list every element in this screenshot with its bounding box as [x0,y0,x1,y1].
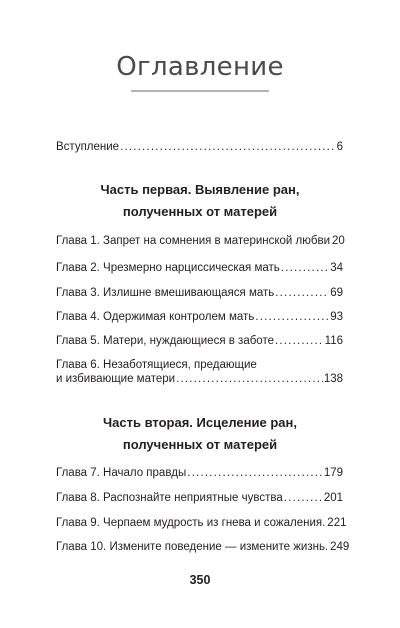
part-heading-line: Часть первая. Выявление ран, [100,182,300,197]
dot-leader [187,466,323,481]
part-heading-line: полученных от матерей [122,437,278,452]
toc-entry-page: 221 [327,517,347,529]
toc-entry-label: Глава 1. Запрет на сомнения в материнской любви [56,235,330,247]
toc-entry-label: Глава 7. Начало правды [56,467,187,479]
part-heading-line: полученных от матерей [122,204,278,219]
dot-leader [255,310,329,325]
toc-entry-page: 201 [323,492,343,504]
toc-entry-chapter-6-first-line[interactable]: Глава 6. Незаботящиеся, предающие [56,359,257,371]
toc-entry-label: и избивающие матери [56,373,176,385]
toc-entry-label: Глава 9. Черпаем мудрость из гнева и сожаления. [56,517,326,529]
toc-entry-page: 69 [330,287,343,299]
toc-entry-page: 34 [330,262,343,274]
toc-entry-chapter-8[interactable] [56,491,343,506]
page-title: Оглавление [116,52,284,82]
toc-entry-page: 179 [323,467,343,479]
toc-entry-intro[interactable] [56,140,343,155]
toc-entry-chapter-1[interactable] [56,234,343,249]
dot-leader [275,334,324,349]
toc-entry-chapter-6[interactable] [56,372,343,387]
part-heading [0,412,400,456]
toc-entry-chapter-5[interactable] [56,334,343,349]
toc-entry-label: Глава 10. Измените поведение — измените жизнь. [56,541,329,553]
toc-entry-page: 249 [330,541,350,553]
part-heading-line: Часть вторая. Исцеление ран, [103,415,297,430]
toc-entry-chapter-2[interactable] [56,261,343,276]
toc-entry-page: 93 [330,311,343,323]
toc-entry-page: 138 [323,373,343,385]
toc-entry-chapter-3[interactable] [56,286,343,301]
toc-entry-page: 6 [336,141,343,153]
toc-entry-page: 116 [324,335,343,347]
toc-entry-label: Глава 5. Матери, нуждающиеся в заботе [56,335,274,347]
toc-entry-chapter-4[interactable] [56,310,343,325]
toc-entry-label: Вступление [56,141,120,153]
dot-leader [120,140,336,155]
toc-entry-chapter-9[interactable] [56,516,347,531]
dot-leader [176,372,323,387]
dot-leader [284,491,323,506]
dot-leader [275,286,329,301]
page-number: 350 [189,573,211,587]
toc-entry-label: Глава 2. Чрезмерно нарциссическая мать [56,262,280,274]
dot-leader [281,261,329,276]
toc-entry-chapter-7[interactable] [56,466,343,481]
toc-entry-chapter-10[interactable] [56,540,350,555]
toc-entry-label: Глава 3. Излишне вмешивающаяся мать [56,287,275,299]
toc-entry-label: Глава 8. Распознайте неприятные чувства [56,492,283,504]
part-heading [0,179,400,223]
toc-entry-page: 20 [332,235,345,247]
toc-entry-label: Глава 4. Одержимая контролем мать [56,311,255,323]
title-underline [131,90,269,92]
